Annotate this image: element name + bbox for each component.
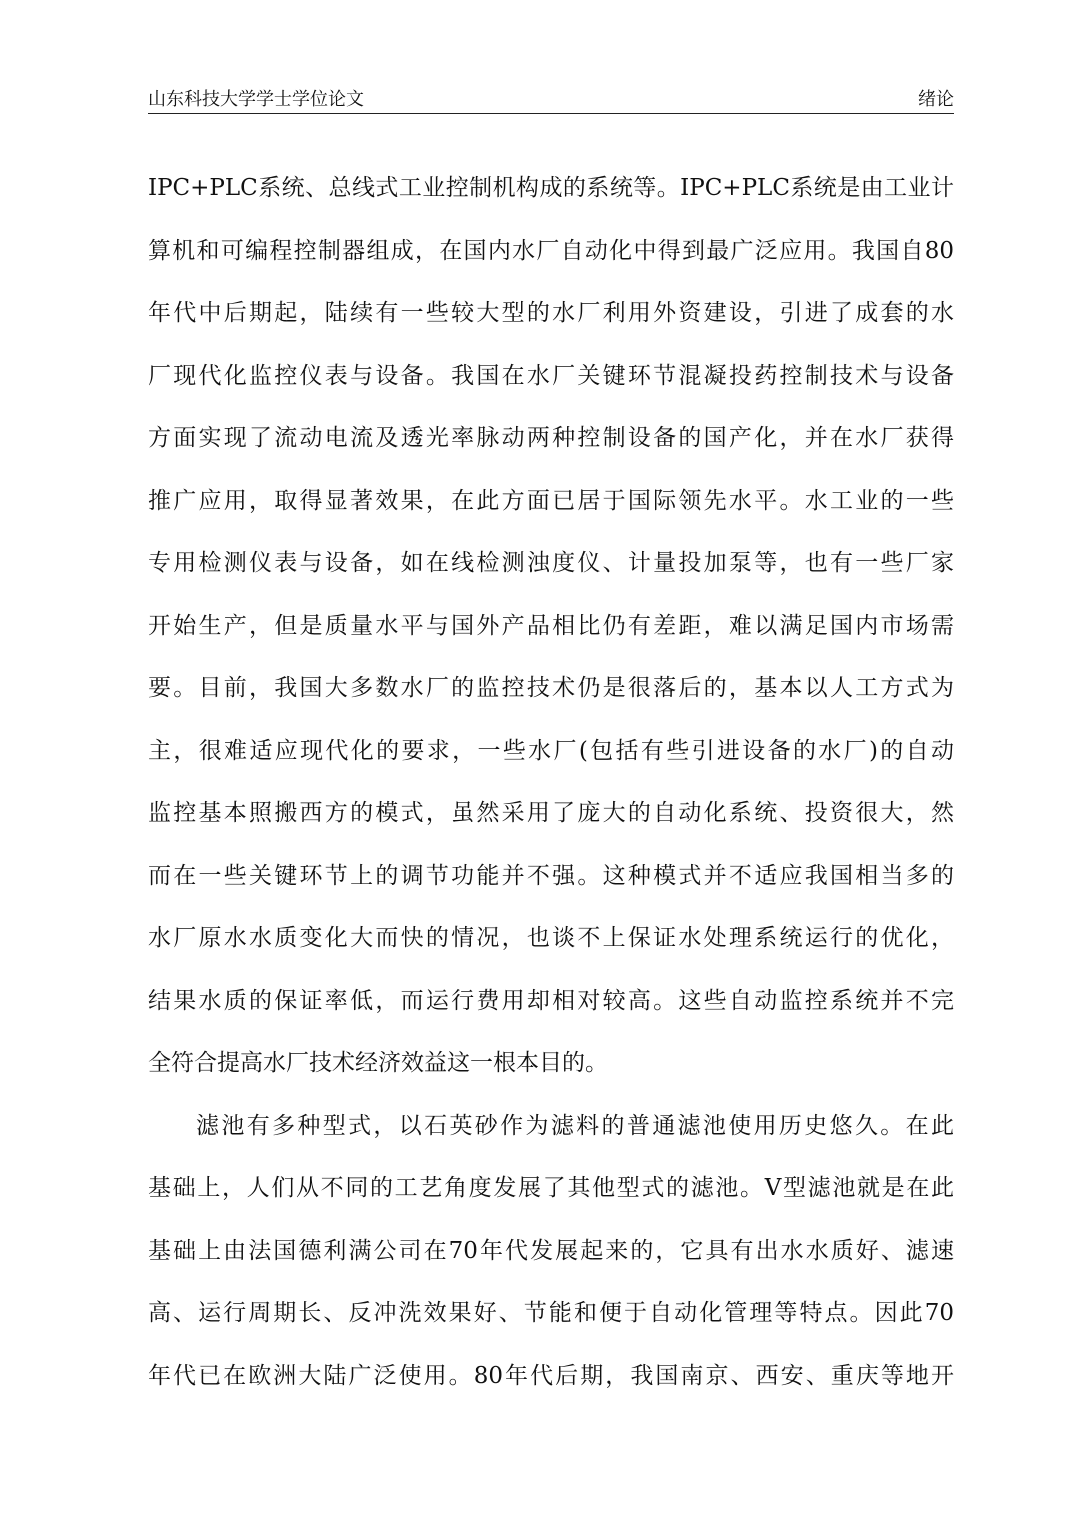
paragraph-1-line: 全符合提高水厂技术经济效益这一根本目的。 — [148, 1050, 608, 1076]
body-text — [148, 157, 954, 1407]
paragraph-1-line: 开始生产，但是质量水平与国外产品相比仍有差距，难以满足国内市场需 — [148, 612, 954, 639]
paragraph-1-line: 专用检测仪表与设备，如在线检测浊度仪、计量投加泵等，也有一些厂家 — [148, 550, 954, 576]
paragraph-1-line: 监控基本照搬西方的模式，虽然采用了庞大的自动化系统、投资很大，然 — [148, 800, 954, 826]
paragraph-1-line: 厂现代化监控仪表与设备。我国在水厂关键环节混凝投药控制技术与设备 — [148, 362, 954, 389]
paragraph-1-line: 年代中后期起，陆续有一些较大型的水厂利用外资建设，引进了成套的水 — [148, 300, 954, 326]
paragraph-1-line: 推广应用，取得显著效果，在此方面已居于国际领先水平。水工业的一些 — [148, 487, 954, 514]
paragraph-1-line: 方面实现了流动电流及透光率脉动两种控制设备的国产化，并在水厂获得 — [148, 425, 954, 451]
paragraph-1-line: 算机和可编程控制器组成，在国内水厂自动化中得到最广泛应用。我国自80 — [148, 237, 954, 264]
paragraph-2-line: 基础上，人们从不同的工艺角度发展了其他型式的滤池。V型滤池就是在此 — [148, 1175, 954, 1201]
header-thesis-title: 山东科技大学学士学位论文 — [148, 89, 364, 110]
paragraph-1-line: IPC+PLC系统、总线式工业控制机构成的系统等。IPC+PLC系统是由工业计 — [148, 175, 954, 201]
paragraph-1-line: 主，很难适应现代化的要求，一些水厂(包括有些引进设备的水厂)的自动 — [148, 737, 954, 764]
paragraph-2-line: 高、运行周期长、反冲洗效果好、节能和便于自动化管理等特点。因此70 — [148, 1300, 954, 1326]
paragraph-2-line: 滤池有多种型式，以石英砂作为滤料的普通滤池使用历史悠久。在此 — [196, 1112, 954, 1139]
header-chapter-title: 绪论 — [918, 89, 954, 110]
paragraph-2-line: 基础上由法国德利满公司在70年代发展起来的，它具有出水水质好、滤速 — [148, 1237, 954, 1264]
paragraph-1-line: 而在一些关键环节上的调节功能并不强。这种模式并不适应我国相当多的 — [148, 862, 954, 889]
paragraph-2-line: 年代已在欧洲大陆广泛使用。80年代后期，我国南京、西安、重庆等地开 — [148, 1362, 954, 1389]
running-header — [148, 88, 954, 114]
paragraph-1-line: 水厂原水水质变化大而快的情况，也谈不上保证水处理系统运行的优化， — [148, 925, 954, 951]
paragraph-1-line: 要。目前，我国大多数水厂的监控技术仍是很落后的，基本以人工方式为 — [148, 675, 954, 701]
paragraph-1-line: 结果水质的保证率低，而运行费用却相对较高。这些自动监控系统并不完 — [148, 987, 954, 1014]
